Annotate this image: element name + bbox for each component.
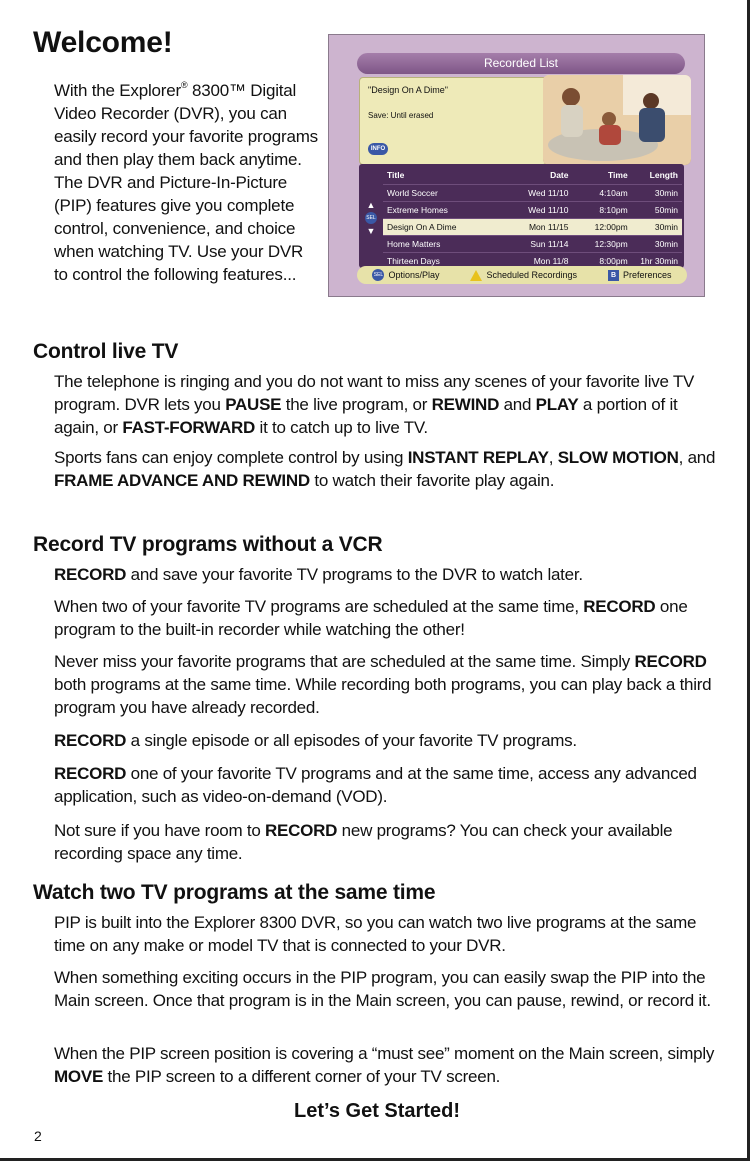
program-info-panel: [359, 77, 547, 165]
footer-preferences: [608, 270, 672, 281]
record-paragraph-5: [54, 762, 724, 808]
row-length: 50min: [654, 205, 678, 215]
row-title: Design On A Dime: [387, 222, 457, 232]
bold-term: PLAY: [535, 395, 579, 414]
row-time: 4:10am: [599, 188, 628, 198]
row-title: Thirteen Days: [387, 256, 440, 266]
sel-icon: SEL: [372, 269, 384, 281]
control-paragraph-1: [54, 370, 724, 439]
heading-record-tv: Record TV programs without a VCR: [33, 533, 383, 556]
recorded-list-table: [359, 164, 684, 268]
bold-term: RECORD: [634, 652, 707, 671]
column-length: Length: [649, 170, 678, 180]
intro-text-start: With the Explorer: [54, 81, 181, 100]
watch-paragraph-1: PIP is built into the Explorer 8300 DVR, so you can watch two live programs at the same time on any make or model TV that is connected to your DVR.: [54, 913, 697, 955]
column-date: Date: [550, 170, 569, 180]
row-length: 30min: [654, 222, 678, 232]
row-title: World Soccer: [387, 188, 438, 198]
text: , and: [678, 448, 716, 467]
bold-term: RECORD: [265, 821, 338, 840]
text: a portion of it again, or: [54, 395, 678, 437]
row-time: 12:00pm: [594, 222, 628, 232]
arrow-down-icon: ▼: [366, 226, 376, 236]
text: ,: [548, 448, 558, 467]
bold-term: RECORD: [54, 565, 127, 584]
record-paragraph-4: [54, 729, 724, 752]
text: one of your favorite TV programs and at the same time, access any advanced application, such as video-on-demand (VOD).: [54, 764, 697, 806]
options-play-label: Options/Play: [388, 270, 440, 280]
row-time: 12:30pm: [594, 239, 628, 249]
scheduled-recordings-label: Scheduled Recordings: [486, 270, 578, 280]
preview-photo-illustration: [543, 75, 691, 165]
text: a single episode or all episodes of your favorite TV programs.: [126, 731, 577, 750]
row-date: Wed 11/10: [528, 205, 569, 215]
column-time: Time: [608, 170, 628, 180]
record-paragraph-6: [54, 819, 724, 865]
tv-footer-bar: [357, 266, 687, 284]
text: the live program, or: [281, 395, 432, 414]
save-status: Save: Until erased: [368, 111, 434, 120]
intro-text-rest: 8300™ Digital Video Recorder (DVR), you can easily record your favorite programs and then play them back anytime. The DVR and Picture-In-Picture (PIP) features give you complete control, convenience, and choice when watching TV. Use your DVR to control the following features...: [54, 81, 318, 284]
bold-term: RECORD: [583, 597, 656, 616]
page-title: Welcome!: [33, 26, 173, 59]
recorded-list-screenshot: [328, 34, 705, 297]
table-row: [383, 235, 682, 252]
row-time: 8:10pm: [599, 205, 628, 215]
registered-mark: ®: [180, 80, 188, 90]
scroll-arrows: [364, 200, 378, 236]
row-title: Extreme Homes: [387, 205, 448, 215]
program-preview-image: [543, 75, 691, 165]
row-date: Mon 11/15: [528, 222, 569, 232]
record-paragraph-3: [54, 650, 724, 719]
text: the PIP screen to a different corner of your TV screen.: [103, 1067, 501, 1086]
row-date: Wed 11/10: [528, 188, 569, 198]
text: one program to the built-in recorder while watching the other!: [54, 597, 688, 639]
text: it to catch up to live TV.: [255, 418, 428, 437]
bold-term: FRAME ADVANCE AND REWIND: [54, 471, 310, 490]
watch-paragraph-2: When something exciting occurs in the PIP program, you can easily swap the PIP into the Main screen. Once that program is in the Main screen, you can pause, rewind, or record it.: [54, 968, 711, 1010]
row-date: Sun 11/14: [530, 239, 569, 249]
bold-term: RECORD: [54, 764, 127, 783]
bold-term: FAST-FORWARD: [122, 418, 256, 437]
program-name: "Design On A Dime": [368, 85, 448, 95]
bold-term: INSTANT REPLAY: [407, 448, 549, 467]
row-length: 30min: [654, 188, 678, 198]
row-length: 1hr 30min: [640, 256, 678, 266]
intro-paragraph: [54, 74, 319, 286]
row-title: Home Matters: [387, 239, 441, 249]
sel-button-icon: SEL: [365, 212, 377, 224]
table-row-selected: [383, 218, 682, 235]
row-length: 30min: [654, 239, 678, 249]
closing-heading: Let’s Get Started!: [294, 1100, 460, 1122]
arrow-up-icon: ▲: [366, 200, 376, 210]
text: When two of your favorite TV programs are scheduled at the same time,: [54, 597, 584, 616]
b-square-icon: B: [608, 270, 619, 281]
info-button-icon: INFO: [368, 143, 388, 155]
table-row: [383, 201, 682, 218]
row-date: Mon 11/8: [533, 256, 569, 266]
heading-control-live-tv: Control live TV: [33, 340, 179, 363]
preferences-label: Preferences: [622, 270, 672, 280]
record-paragraph-2: [54, 595, 724, 641]
text: new programs? You can check your available recording space any time.: [54, 821, 673, 863]
heading-watch-two-programs: Watch two TV programs at the same time: [33, 881, 436, 904]
table-row: [383, 184, 682, 201]
bold-term: SLOW MOTION: [557, 448, 679, 467]
bold-term: PAUSE: [225, 395, 282, 414]
text: Sports fans can enjoy complete control by using: [54, 448, 408, 467]
row-time: 8:00pm: [599, 256, 628, 266]
text: and: [499, 395, 536, 414]
watch-paragraph-3: [54, 1042, 724, 1088]
text: to watch their favorite play again.: [309, 471, 555, 490]
text: both programs at the same time. While recording both programs, you can play back a third program you have already recorded.: [54, 675, 712, 717]
control-paragraph-2: [54, 446, 724, 492]
table-header: [383, 167, 682, 183]
text: When the PIP screen position is covering a “must see” moment on the Main screen, simply: [54, 1044, 715, 1063]
footer-scheduled: [470, 270, 577, 281]
text: The telephone is ringing and you do not want to miss any scenes of your favorite live TV program. DVR lets you: [54, 372, 695, 414]
text: and save your favorite TV programs to the DVR to watch later.: [126, 565, 583, 584]
bold-term: REWIND: [431, 395, 500, 414]
text: Never miss your favorite programs that are scheduled at the same time. Simply: [54, 652, 635, 671]
bold-term: MOVE: [54, 1067, 104, 1086]
record-paragraph-1: [54, 563, 724, 586]
a-triangle-icon: [470, 270, 482, 281]
column-title: Title: [387, 170, 405, 180]
footer-options: [372, 269, 439, 281]
text: Not sure if you have room to: [54, 821, 266, 840]
recorded-list-title: Recorded List: [357, 53, 685, 74]
bold-term: RECORD: [54, 731, 127, 750]
page-number: 2: [34, 1128, 42, 1144]
